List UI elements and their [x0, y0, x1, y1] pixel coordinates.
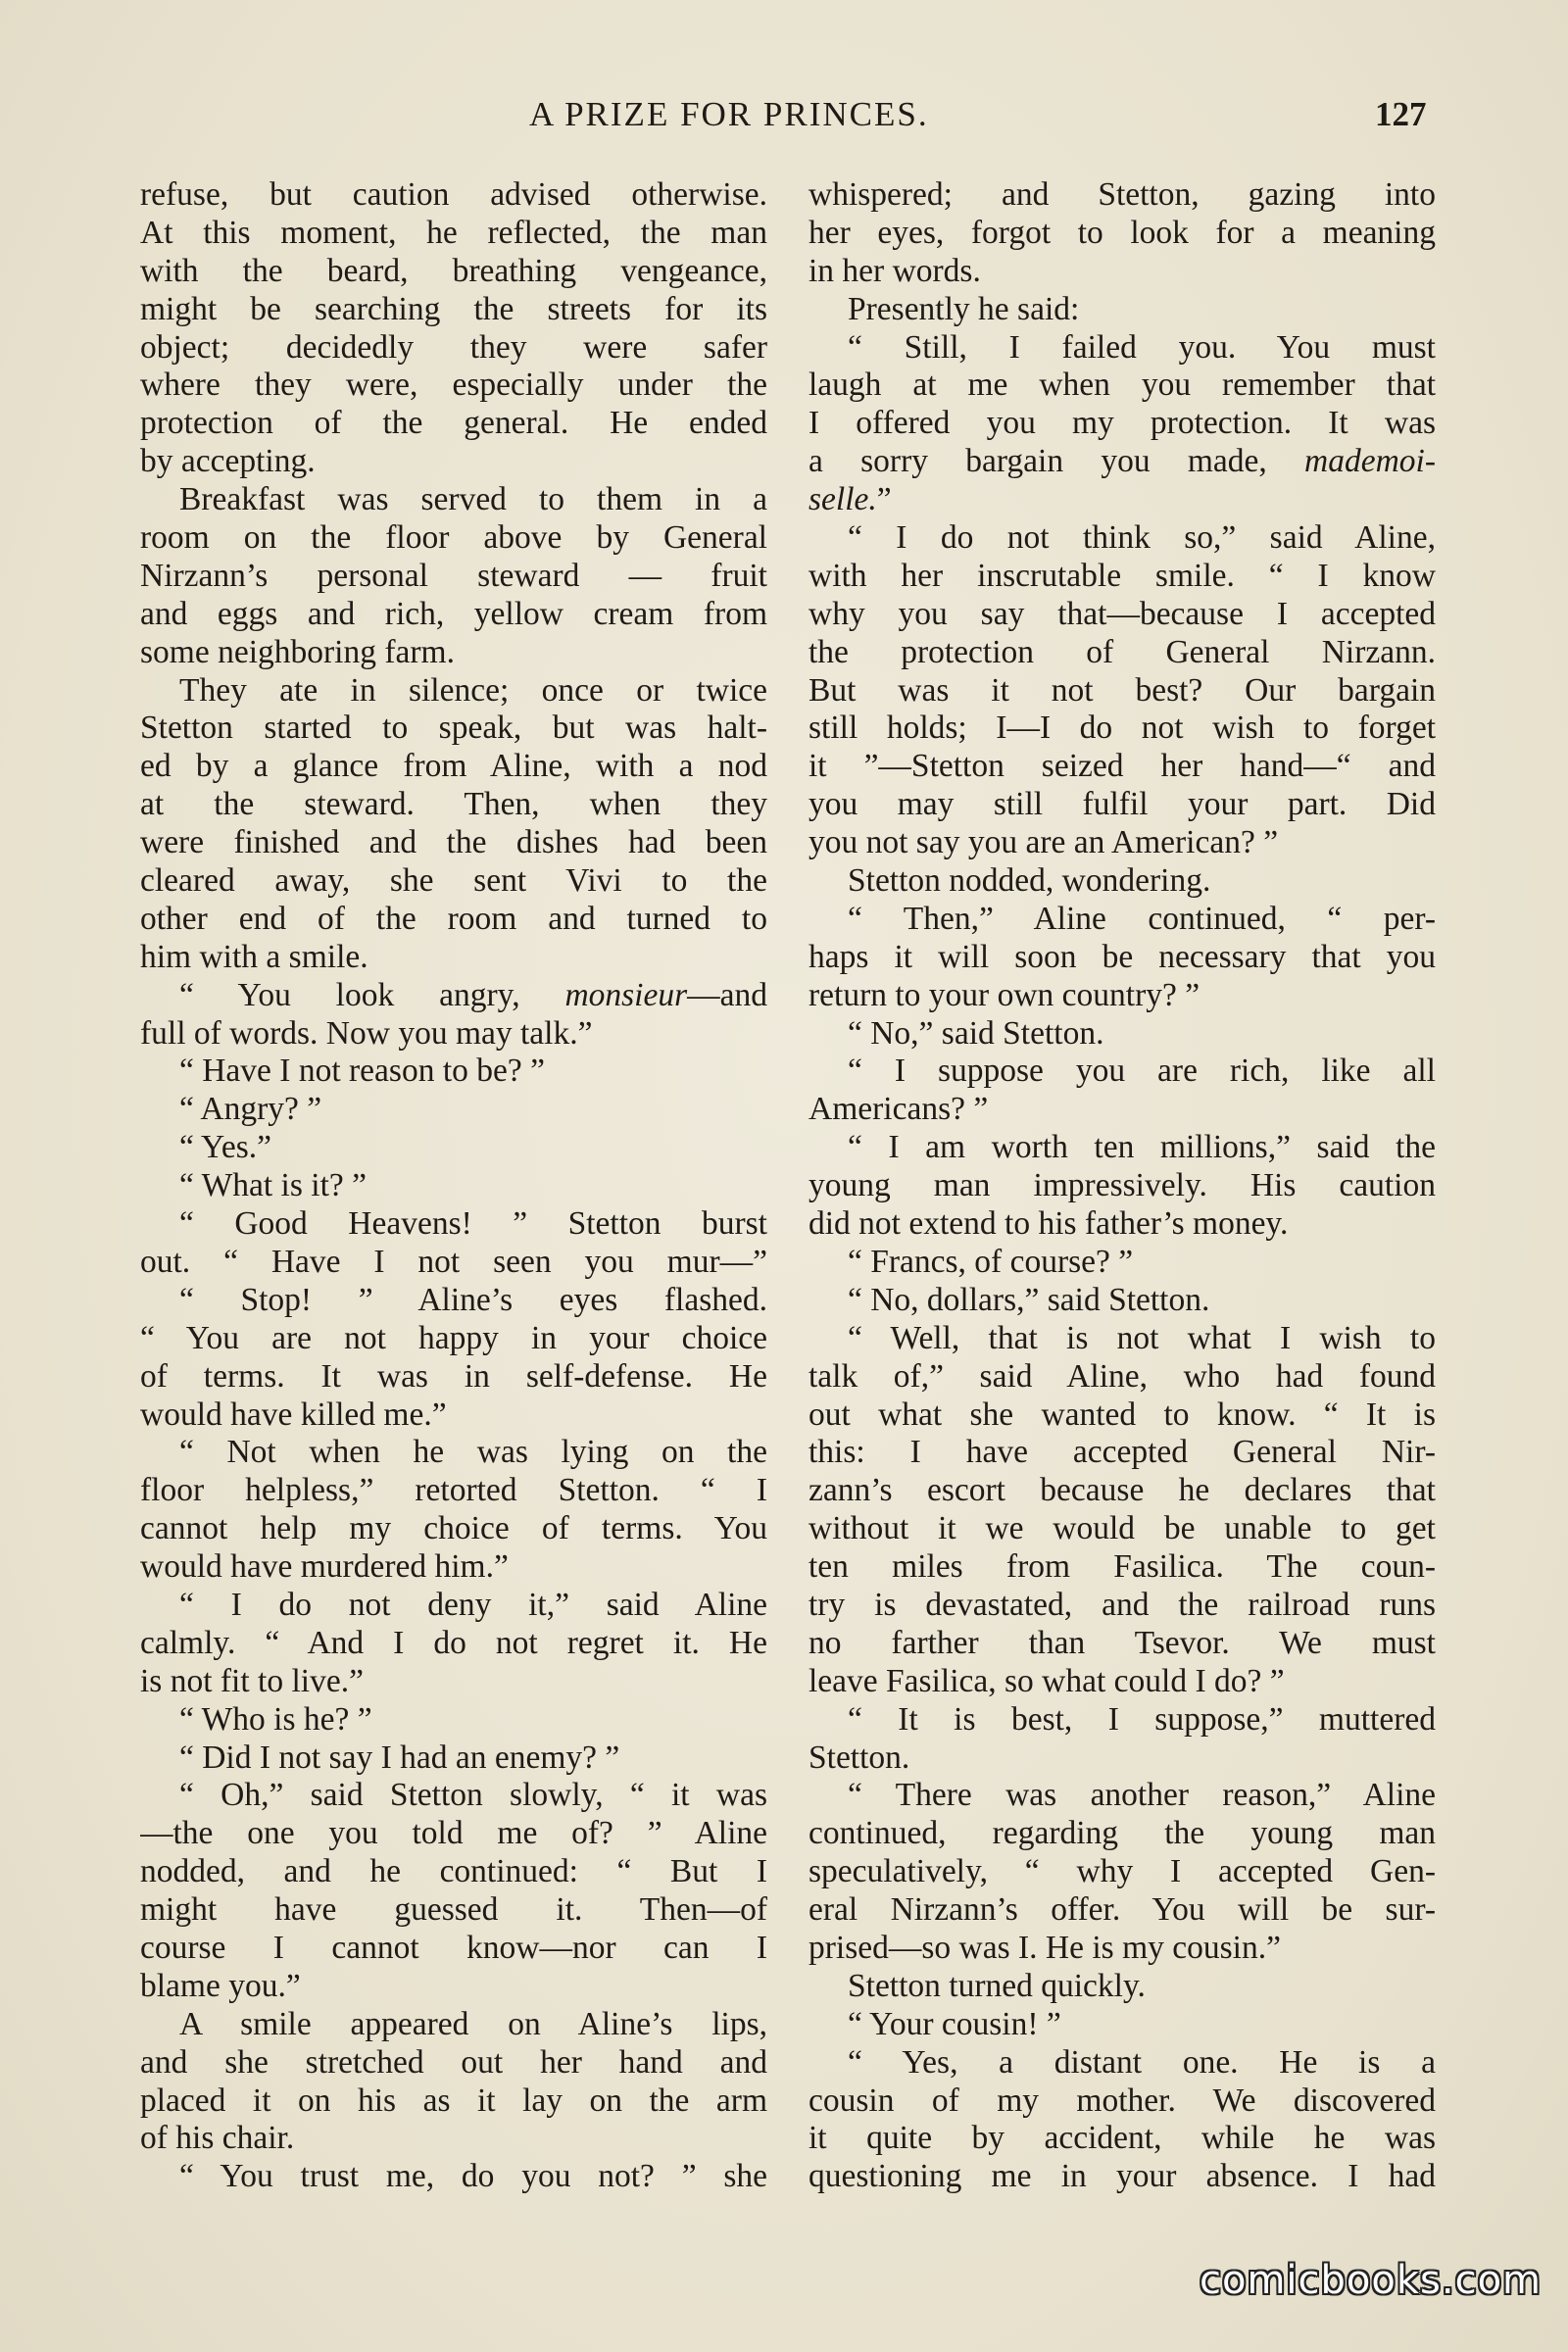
text-line: cleared away, she sent Vivi to the	[140, 862, 767, 900]
text-line: Stetton turned quickly.	[848, 1967, 1146, 2004]
text-line: were finished and the dishes had been	[140, 824, 767, 861]
text-line: They ate in silence; once or twice	[179, 671, 767, 709]
text-line: “ Still, I failed you. You must	[848, 328, 1436, 366]
left-text-column	[140, 176, 767, 2196]
running-title: A PRIZE FOR PRINCES.	[529, 95, 929, 133]
text-line: talk of,” said Aline, who had found	[808, 1357, 1436, 1395]
text-line: leave Fasilica, so what could I do? ”	[808, 1662, 1285, 1699]
text-line: the protection of General Nirzann.	[808, 633, 1436, 670]
text-line: “ Angry? ”	[179, 1091, 322, 1128]
text-line: “ It is best, I suppose,” muttered	[848, 1700, 1436, 1738]
text-line: “ No, dollars,” said Stetton.	[848, 1281, 1210, 1318]
text-line: young man impressively. His caution	[808, 1167, 1436, 1204]
text-line: course I cannot know—nor can I	[140, 1929, 767, 1966]
text-line: other end of the room and turned to	[140, 900, 767, 937]
text-line: “ I do not deny it,” said Aline	[179, 1586, 767, 1623]
running-head	[0, 95, 1568, 154]
text-line: this: I have accepted General Nir-	[808, 1434, 1436, 1471]
text-line: “ There was another reason,” Aline	[848, 1777, 1436, 1814]
text-line: speculatively, “ why I accepted Gen-	[808, 1853, 1436, 1890]
text-line: would have killed me.”	[140, 1396, 447, 1433]
text-line: ten miles from Fasilica. The coun-	[808, 1548, 1436, 1586]
text-line: her eyes, forgot to look for a meaning	[808, 214, 1436, 251]
right-text-column	[808, 176, 1436, 2196]
text-line: “ You are not happy in your choice	[140, 1319, 767, 1356]
site-watermark: comicbooks.com	[1200, 2258, 1543, 2303]
text-line: at the steward. Then, when they	[140, 786, 767, 823]
text-line: “ What is it? ”	[179, 1167, 368, 1204]
text-line: Stetton started to speak, but was halt-	[140, 710, 767, 747]
text-line: him with a smile.	[140, 938, 368, 975]
text-line: with her inscrutable smile. “ I know	[808, 557, 1436, 594]
text-line: —the one you told me of? ” Aline	[140, 1815, 767, 1852]
text-line: Americans? ”	[808, 1091, 989, 1128]
text-line: “ Not when he was lying on the	[179, 1434, 767, 1471]
text-line: “ You look angry, monsieur—and	[179, 976, 767, 1013]
text-line: “ Well, that is not what I wish to	[848, 1319, 1436, 1356]
text-line: is not fit to live.”	[140, 1662, 364, 1699]
text-line: with the beard, breathing vengeance,	[140, 252, 767, 289]
text-line: selle.”	[808, 481, 892, 518]
text-line: a sorry bargain you made, mademoi-	[808, 443, 1436, 480]
text-line: A smile appeared on Aline’s lips,	[179, 2005, 767, 2042]
text-line: prised—so was I. He is my cousin.”	[808, 1929, 1281, 1966]
text-line: of his chair.	[140, 2120, 295, 2157]
text-line: you may still fulfil your part. Did	[808, 786, 1436, 823]
text-line: “ Did I not say I had an enemy? ”	[179, 1739, 620, 1776]
text-line: object; decidedly they were safer	[140, 328, 767, 366]
text-line: Presently he said:	[848, 290, 1080, 327]
text-line: calmly. “ And I do not regret it. He	[140, 1624, 767, 1661]
text-line: in her words.	[808, 252, 981, 289]
text-line: “ I am worth ten millions,” said the	[848, 1129, 1436, 1166]
text-line: some neighboring farm.	[140, 633, 455, 670]
text-line: haps it will soon be necessary that you	[808, 938, 1436, 975]
text-line: and she stretched out her hand and	[140, 2043, 767, 2081]
text-line: “ You trust me, do you not? ” she	[179, 2158, 767, 2195]
text-line: by accepting.	[140, 443, 316, 480]
text-line: you not say you are an American? ”	[808, 824, 1279, 861]
text-line: cannot help my choice of terms. You	[140, 1510, 767, 1547]
text-line: without it we would be unable to get	[808, 1510, 1436, 1547]
text-line: questioning me in your absence. I had	[808, 2158, 1436, 2195]
text-line: might be searching the streets for its	[140, 290, 767, 327]
text-line: floor helpless,” retorted Stetton. “ I	[140, 1472, 767, 1509]
text-line: try is devastated, and the railroad runs	[808, 1586, 1436, 1623]
text-line: “ Yes, a distant one. He is a	[848, 2043, 1436, 2081]
text-line: Nirzann’s personal steward — fruit	[140, 557, 767, 594]
text-line: eral Nirzann’s offer. You will be sur-	[808, 1891, 1436, 1929]
text-line: might have guessed it. Then—of	[140, 1891, 767, 1929]
text-line: full of words. Now you may talk.”	[140, 1014, 593, 1052]
text-line: “ Who is he? ”	[179, 1700, 372, 1738]
text-line: Stetton.	[808, 1739, 910, 1776]
text-line: At this moment, he reflected, the man	[140, 214, 767, 251]
text-line: zann’s escort because he declares that	[808, 1472, 1436, 1509]
text-line: I offered you my protection. It was	[808, 405, 1436, 442]
text-line: “ Yes.”	[179, 1129, 271, 1166]
text-line: “ Oh,” said Stetton slowly, “ it was	[179, 1777, 767, 1814]
page-number: 127	[1375, 95, 1427, 133]
text-line: Breakfast was served to them in a	[179, 481, 767, 518]
text-line: did not extend to his father’s money.	[808, 1205, 1289, 1243]
text-line: why you say that—because I accepted	[808, 595, 1436, 632]
text-line: “ No,” said Stetton.	[848, 1014, 1104, 1052]
text-line: But was it not best? Our bargain	[808, 671, 1436, 709]
text-line: it ”—Stetton seized her hand—“ and	[808, 748, 1436, 785]
text-line: “ Francs, of course? ”	[848, 1243, 1134, 1280]
text-line: would have murdered him.”	[140, 1548, 509, 1586]
text-line: and eggs and rich, yellow cream from	[140, 595, 767, 632]
text-line: Stetton nodded, wondering.	[848, 862, 1211, 900]
text-line: where they were, especially under the	[140, 367, 767, 404]
text-line: “ Your cousin! ”	[848, 2005, 1061, 2042]
text-line: refuse, but caution advised otherwise.	[140, 176, 767, 213]
text-line: whispered; and Stetton, gazing into	[808, 176, 1436, 213]
text-line: “ Then,” Aline continued, “ per-	[848, 900, 1436, 937]
text-line: it quite by accident, while he was	[808, 2120, 1436, 2157]
text-line: “ Good Heavens! ” Stetton burst	[179, 1205, 767, 1243]
text-line: cousin of my mother. We discovered	[808, 2082, 1436, 2119]
text-line: continued, regarding the young man	[808, 1815, 1436, 1852]
text-line: placed it on his as it lay on the arm	[140, 2082, 767, 2119]
text-line: laugh at me when you remember that	[808, 367, 1436, 404]
text-line: out what she wanted to know. “ It is	[808, 1396, 1436, 1433]
text-line: blame you.”	[140, 1967, 301, 2004]
text-line: “ Have I not reason to be? ”	[179, 1053, 545, 1090]
text-line: of terms. It was in self-defense. He	[140, 1357, 767, 1395]
text-line: return to your own country? ”	[808, 976, 1200, 1013]
text-line: still holds; I—I do not wish to forget	[808, 710, 1436, 747]
text-line: “ I suppose you are rich, like all	[848, 1053, 1436, 1090]
text-line: “ Stop! ” Aline’s eyes flashed.	[179, 1281, 767, 1318]
text-line: “ I do not think so,” said Aline,	[848, 519, 1436, 557]
text-line: out. “ Have I not seen you mur—”	[140, 1243, 767, 1280]
text-line: protection of the general. He ended	[140, 405, 767, 442]
text-line: ed by a glance from Aline, with a nod	[140, 748, 767, 785]
text-line: room on the floor above by General	[140, 519, 767, 557]
text-line: no farther than Tsevor. We must	[808, 1624, 1436, 1661]
text-line: nodded, and he continued: “ But I	[140, 1853, 767, 1890]
